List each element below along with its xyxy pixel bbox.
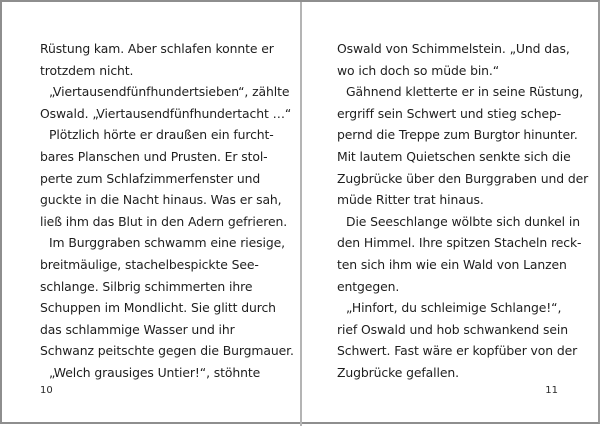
text-line: breitmäulige, stachelbespickte See-	[40, 256, 259, 272]
text-line: Schwert. Fast wäre er kopfüber von der	[337, 343, 578, 359]
page-number-left: 10	[40, 385, 53, 396]
text-line: Im Burggraben schwamm eine riesige,	[49, 235, 285, 251]
right-page	[302, 2, 600, 426]
text-line: Die Seeschlange wölbte sich dunkel in	[346, 213, 580, 229]
text-line: ten sich ihm wie ein Wald von Lanzen	[337, 256, 567, 272]
text-line: müde Ritter trat hinaus.	[337, 192, 484, 208]
text-line: rief Oswald und hob schwankend sein	[337, 321, 568, 337]
text-line: Schwanz peitschte gegen die Burgmauer.	[40, 343, 294, 359]
page-number-right: 11	[545, 385, 558, 396]
text-line: Zugbrücke über den Burggraben und der	[337, 170, 589, 186]
left-page	[2, 2, 300, 426]
text-line: Zugbrücke gefallen.	[337, 364, 459, 380]
text-line: schlange. Silbrig schimmerten ihre	[40, 278, 253, 294]
text-line: entgegen.	[337, 278, 400, 294]
text-line: trotzdem nicht.	[40, 62, 134, 78]
text-line: pernd die Treppe zum Burgtor hinunter.	[337, 127, 578, 143]
text-line: Oswald von Schimmelstein. „Und das,	[337, 41, 570, 56]
text-line: ließ ihm das Blut in den Adern gefrieren.	[40, 213, 288, 229]
text-line: Plötzlich hörte er draußen ein furcht-	[49, 127, 274, 143]
text-line: ergriff sein Schwert und stieg schep-	[337, 105, 562, 121]
text-line: guckte in die Nacht hinaus. Was er sah,	[40, 192, 282, 208]
text-line: Rüstung kam. Aber schlafen konnte er	[40, 41, 274, 56]
text-line: Gähnend kletterte er in seine Rüstung,	[346, 84, 584, 100]
text-line: „Hinfort, du schleimige Schlange!“,	[346, 300, 562, 316]
text-line: bares Planschen und Prusten. Er stol-	[40, 148, 268, 164]
text-line: perte zum Schlafzimmerfenster und	[40, 170, 261, 186]
text-line: Mit lautem Quietschen senkte sich die	[337, 148, 571, 164]
left-page-text	[40, 38, 294, 384]
text-line: „Viertausendfünfhundertsieben“, zählte	[49, 84, 290, 100]
text-line: wo ich doch so müde bin.“	[337, 62, 500, 78]
text-line: das schlammige Wasser und ihr	[40, 321, 235, 337]
text-line: den Himmel. Ihre spitzen Stacheln reck-	[337, 235, 582, 251]
text-line: Oswald. „Viertausendfünfhundertacht …“	[40, 105, 292, 121]
text-line: „Welch grausiges Untier!“, stöhnte	[49, 364, 261, 380]
right-page-text	[337, 38, 589, 384]
text-line: Schuppen im Mondlicht. Sie glitt durch	[40, 300, 276, 316]
